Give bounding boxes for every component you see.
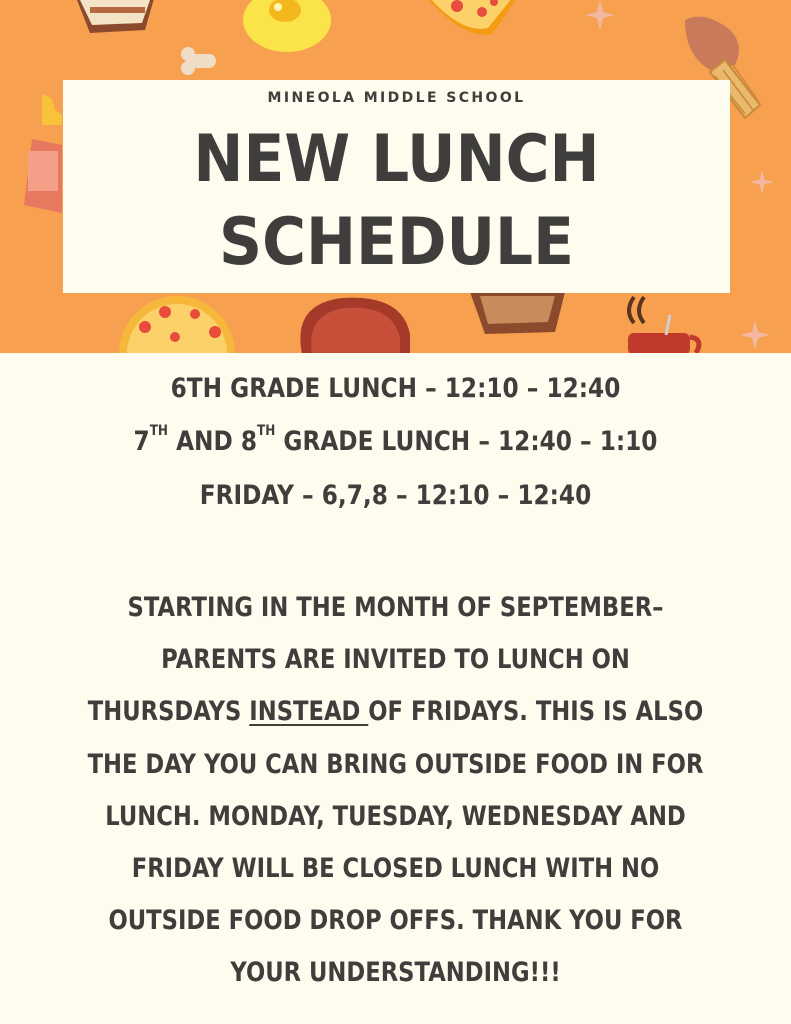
grade-8-text: AND 8 [167, 426, 257, 457]
coffee-cup-icon [620, 295, 710, 353]
grade-7-text: 7 [133, 426, 150, 457]
notice-line: LUNCH. MONDAY, TUESDAY, WEDNESDAY AND [105, 800, 686, 832]
fried-egg-icon [240, 0, 335, 55]
schedule-line-6th: 6TH GRADE LUNCH – 12:10 – 12:40 [170, 373, 621, 404]
page-title-line2: SCHEDULE [218, 205, 575, 280]
cake-slice-icon [70, 0, 160, 37]
notice-line: PARENTS ARE INVITED TO LUNCH ON [161, 644, 630, 676]
notice-line: THE DAY YOU CAN BRING OUTSIDE FOOD IN FOR [87, 748, 704, 780]
ordinal-suffix: TH [149, 423, 168, 439]
notice-text: THURSDAYS [87, 696, 250, 728]
notice-paragraph [0, 582, 791, 1000]
notice-line: STARTING IN THE MONTH OF SEPTEMBER– [127, 592, 664, 623]
sparkle-icon [750, 170, 774, 194]
drumstick-icon [178, 44, 228, 84]
header-banner [0, 0, 791, 353]
soda-cup-icon [22, 95, 67, 220]
school-name: MINEOLA MIDDLE SCHOOL [267, 90, 526, 106]
notice-text: OF FRIDAYS. THIS IS ALSO [368, 696, 704, 728]
ordinal-suffix: TH [256, 423, 276, 439]
notice-line: FRIDAY WILL BE CLOSED LUNCH WITH NO [131, 853, 660, 885]
cake-icon [470, 292, 565, 337]
sparkle-icon [585, 0, 615, 30]
steak-icon [292, 294, 412, 353]
title-card [63, 80, 730, 293]
underlined-text: INSTEAD [249, 696, 369, 728]
sparkle-icon [740, 320, 770, 350]
notice-line [63, 686, 727, 738]
pizza-icon [115, 292, 240, 353]
schedule-line-friday: FRIDAY – 6,7,8 – 12:10 – 12:40 [199, 480, 592, 511]
notice-line: OUTSIDE FOOD DROP OFFS. THANK YOU FOR [108, 905, 683, 937]
schedule-line-7th-8th [55, 423, 735, 457]
lunch-time-text: GRADE LUNCH – 12:40 – 1:10 [275, 426, 658, 457]
notice-line: YOUR UNDERSTANDING!!! [230, 957, 561, 989]
page-title-line1: NEW LUNCH [193, 122, 600, 197]
pizza-slice-icon [422, 0, 522, 42]
